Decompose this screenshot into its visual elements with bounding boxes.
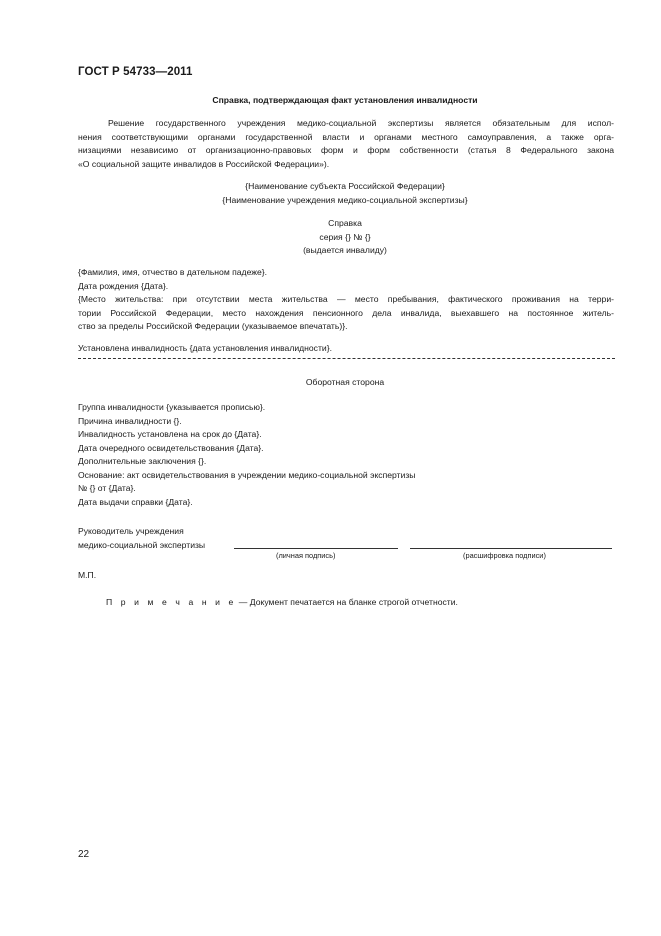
personal-signature-line — [234, 548, 398, 549]
personal-signature-caption: (личная подпись) — [276, 551, 336, 560]
act-number: № {} от {Дата}. — [78, 483, 136, 493]
organization-block — [78, 180, 612, 207]
established-line: Установлена инвалидность {дата установления инвалидности}. — [78, 343, 332, 353]
residence-line: тории Российской Федерации, место нахождения пенсионного дела инвалида, выехавшего на постоянное житель- — [78, 307, 614, 318]
intro-line: «О социальной защите инвалидов в Российской Федерации»). — [78, 159, 330, 170]
issue-date: Дата выдачи справки {Дата}. — [78, 496, 193, 507]
residence-line: ство за пределы Российской Федерации (указываемое впечатать)}. — [78, 321, 348, 331]
residence-line: {Место жительства: при отсутствии места жительства — место пребывания, фактического проживания на терри- — [78, 294, 614, 304]
cut-line — [78, 358, 615, 359]
disability-cause: Причина инвалидности {}. — [78, 415, 182, 426]
intro-line: низациями независимо от организационно-правовых форм и форм собственности (статья 8 Федерального закона — [78, 145, 614, 156]
signatory-title-cont: медико-социальной экспертизы — [78, 540, 206, 550]
certificate-title: Справка — [328, 218, 362, 228]
signatory-title: Руководитель учреждения — [78, 526, 184, 536]
certificate-header — [78, 217, 612, 258]
additional-conclusions: Дополнительные заключения {}. — [78, 456, 207, 466]
note-text: — Документ печатается на бланке строгой отчетности. — [236, 597, 458, 607]
standard-code: ГОСТ Р 54733—2011 — [78, 66, 193, 78]
basis-line: Основание: акт освидетельствования в учреждении медико-социальной экспертизы — [78, 469, 416, 480]
disability-group: Группа инвалидности {указывается прописью}. — [78, 402, 266, 412]
disability-term: Инвалидность установлена на срок до {Дата}. — [78, 429, 262, 439]
person-name: {Фамилия, имя, отчество в дательном падеже}. — [78, 267, 268, 277]
certificate-issued-to: (выдается инвалиду) — [303, 245, 387, 255]
person-details — [78, 266, 614, 334]
note-label: П р и м е ч а н и е — [106, 597, 237, 607]
birth-date: Дата рождения {Дата}. — [78, 280, 169, 291]
document-title: Справка, подтверждающая факт установления инвалидности — [212, 95, 478, 105]
intro-line: Решение государственного учреждения медико-социальной экспертизы является обязательным для испол- — [108, 118, 614, 128]
stamp-place: М.П. — [78, 570, 97, 580]
reverse-side-heading: Оборотная сторона — [305, 377, 385, 387]
intro-line: нения соответствующими органами государственной власти и органами местного самоуправления, а также орга- — [78, 131, 614, 142]
decode-signature-caption: (расшифровка подписи) — [463, 551, 546, 560]
page-number: 22 — [78, 849, 90, 860]
institution-name: {Наименование учреждения медико-социальной экспертизы} — [222, 194, 468, 205]
decode-signature-line — [410, 548, 612, 549]
reverse-side-details — [78, 401, 614, 509]
note — [106, 597, 458, 607]
certificate-series: серия {} № {} — [319, 231, 371, 242]
next-examination-date: Дата очередного освидетельствования {Дата}. — [78, 442, 264, 453]
subject-name: {Наименование субъекта Российской Федерации} — [245, 181, 445, 191]
intro-paragraph — [78, 117, 614, 172]
